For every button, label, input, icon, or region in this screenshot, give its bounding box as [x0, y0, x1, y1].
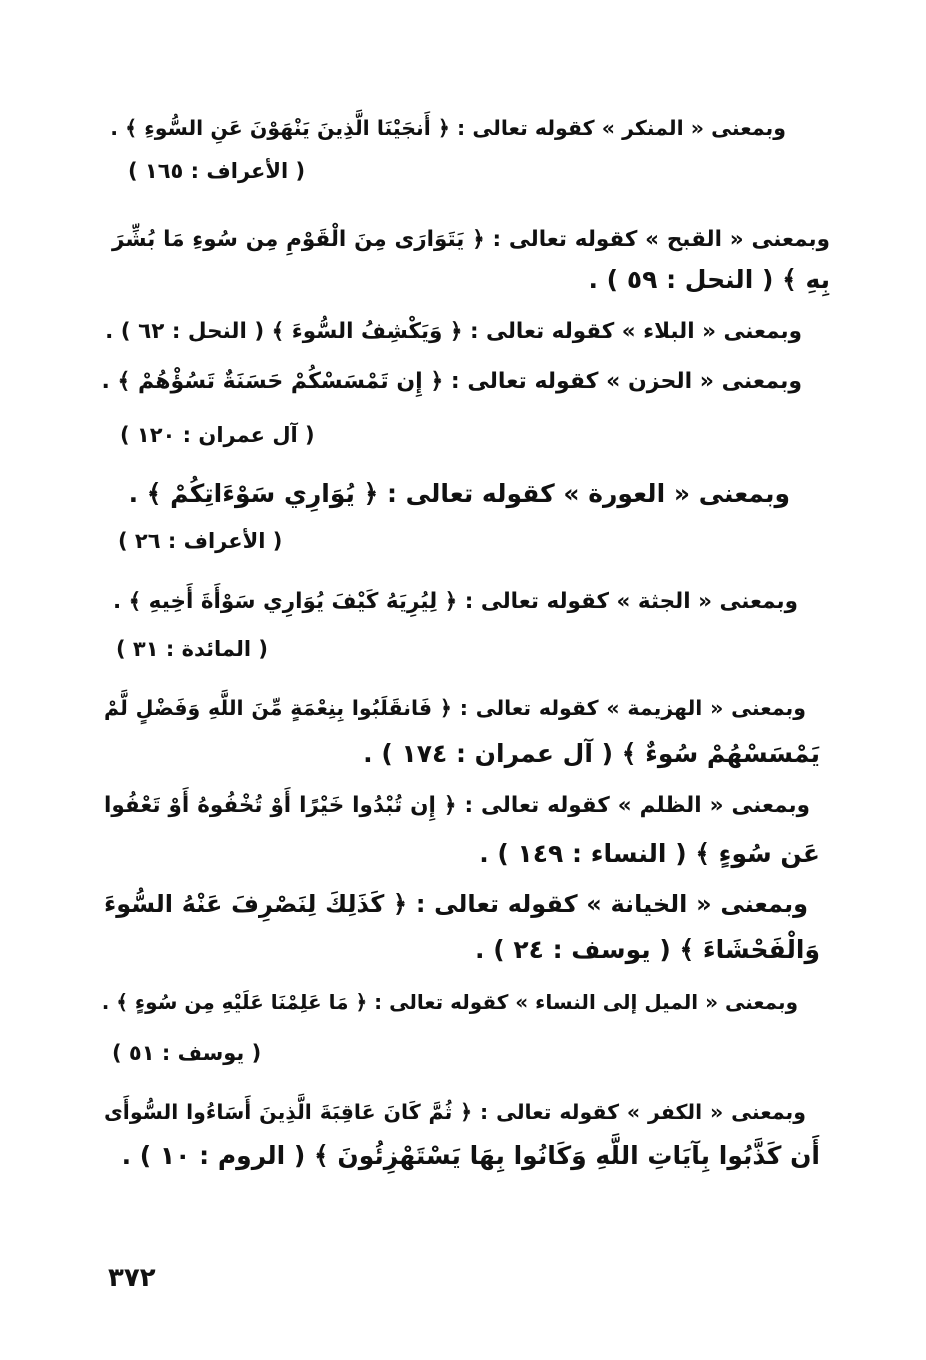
text-line-zulm-continued: عَن سُوءٍ ﴾ ( النساء : ١٤٩ ) . [479, 839, 820, 868]
text-line-khiyana-continued: وَالْفَحْشَاءَ ﴾ ( يوسف : ٢٤ ) . [475, 935, 820, 964]
verse-reference-araf-26: ( الأعراف : ٢٦ ) [118, 529, 283, 553]
verse-reference-maida-31: ( المائدة : ٣١ ) [116, 637, 268, 661]
page-number: ٣٧٢ [108, 1263, 156, 1293]
text-line-hazima-continued: يَمْسَسْهُمْ سُوءٌ ﴾ ( آل عمران : ١٧٤ ) . [363, 739, 820, 768]
text-line-khiyana: وبمعنى « الخيانة » كقوله تعالى : ﴿ كَذَلِكَ لِنَصْرِفَ عَنْهُ السُّوءَ [104, 890, 808, 918]
text-line-zulm: وبمعنى « الظلم » كقوله تعالى : ﴿ إِن تُبْدُوا خَيْرًا أَوْ تُخْفُوهُ أَوْ تَعْفُوا [104, 793, 810, 818]
verse-reference-araf-165: ( الأعراف : ١٦٥ ) [128, 159, 306, 183]
text-line-huzn: وبمعنى « الحزن » كقوله تعالى : ﴿ إِن تَمْسَسْكُمْ حَسَنَةٌ تَسُؤْهُمْ ﴾ . [101, 369, 802, 394]
text-line-munkar: وبمعنى « المنكر » كقوله تعالى : ﴿ أَنجَيْنَا الَّذِينَ يَنْهَوْنَ عَنِ السُّوءِ ﴾ . [110, 116, 786, 140]
text-line-qubh-continued: بِهِ ﴾ ( النحل : ٥٩ ) . [588, 265, 830, 294]
text-line-qubh: وبمعنى « القبح » كقوله تعالى : ﴿ يَتَوَارَى مِنَ الْقَوْمِ مِن سُوءِ مَا بُشِّرَ [112, 227, 830, 252]
text-line-mayl: وبمعنى « الميل إلى النساء » كقوله تعالى : ﴿ مَا عَلِمْنَا عَلَيْهِ مِن سُوءٍ ﴾ . [101, 990, 798, 1014]
text-line-awra: وبمعنى « العورة » كقوله تعالى : ﴿ يُوَارِي سَوْءَاتِكُمْ ﴾ . [128, 479, 790, 508]
verse-reference-al-imran-120: ( آل عمران : ١٢٠ ) [120, 423, 315, 447]
text-line-hazima: وبمعنى « الهزيمة » كقوله تعالى : ﴿ فَانقَلَبُوا بِنِعْمَةٍ مِّنَ اللَّهِ وَفَضْلٍ لَّمْ [104, 696, 806, 720]
text-line-kufr: وبمعنى « الكفر » كقوله تعالى : ﴿ ثُمَّ كَانَ عَاقِبَةَ الَّذِينَ أَسَاءُوا السُّوأَى [104, 1100, 806, 1124]
text-line-juththa: وبمعنى « الجثة » كقوله تعالى : ﴿ لِيُرِيَهُ كَيْفَ يُوَارِي سَوْأَةَ أَخِيهِ ﴾ . [112, 589, 798, 614]
text-line-bala: وبمعنى « البلاء » كقوله تعالى : ﴿ وَيَكْشِفُ السُّوءَ ﴾ ( النحل : ٦٢ ) . [105, 319, 802, 344]
verse-reference-yusuf-51: ( يوسف : ٥١ ) [112, 1041, 262, 1065]
text-line-kufr-continued: أَن كَذَّبُوا بِآيَاتِ اللَّهِ وَكَانُوا بِهَا يَسْتَهْزِئُونَ ﴾ ( الروم : ١٠ ) . [121, 1141, 820, 1170]
